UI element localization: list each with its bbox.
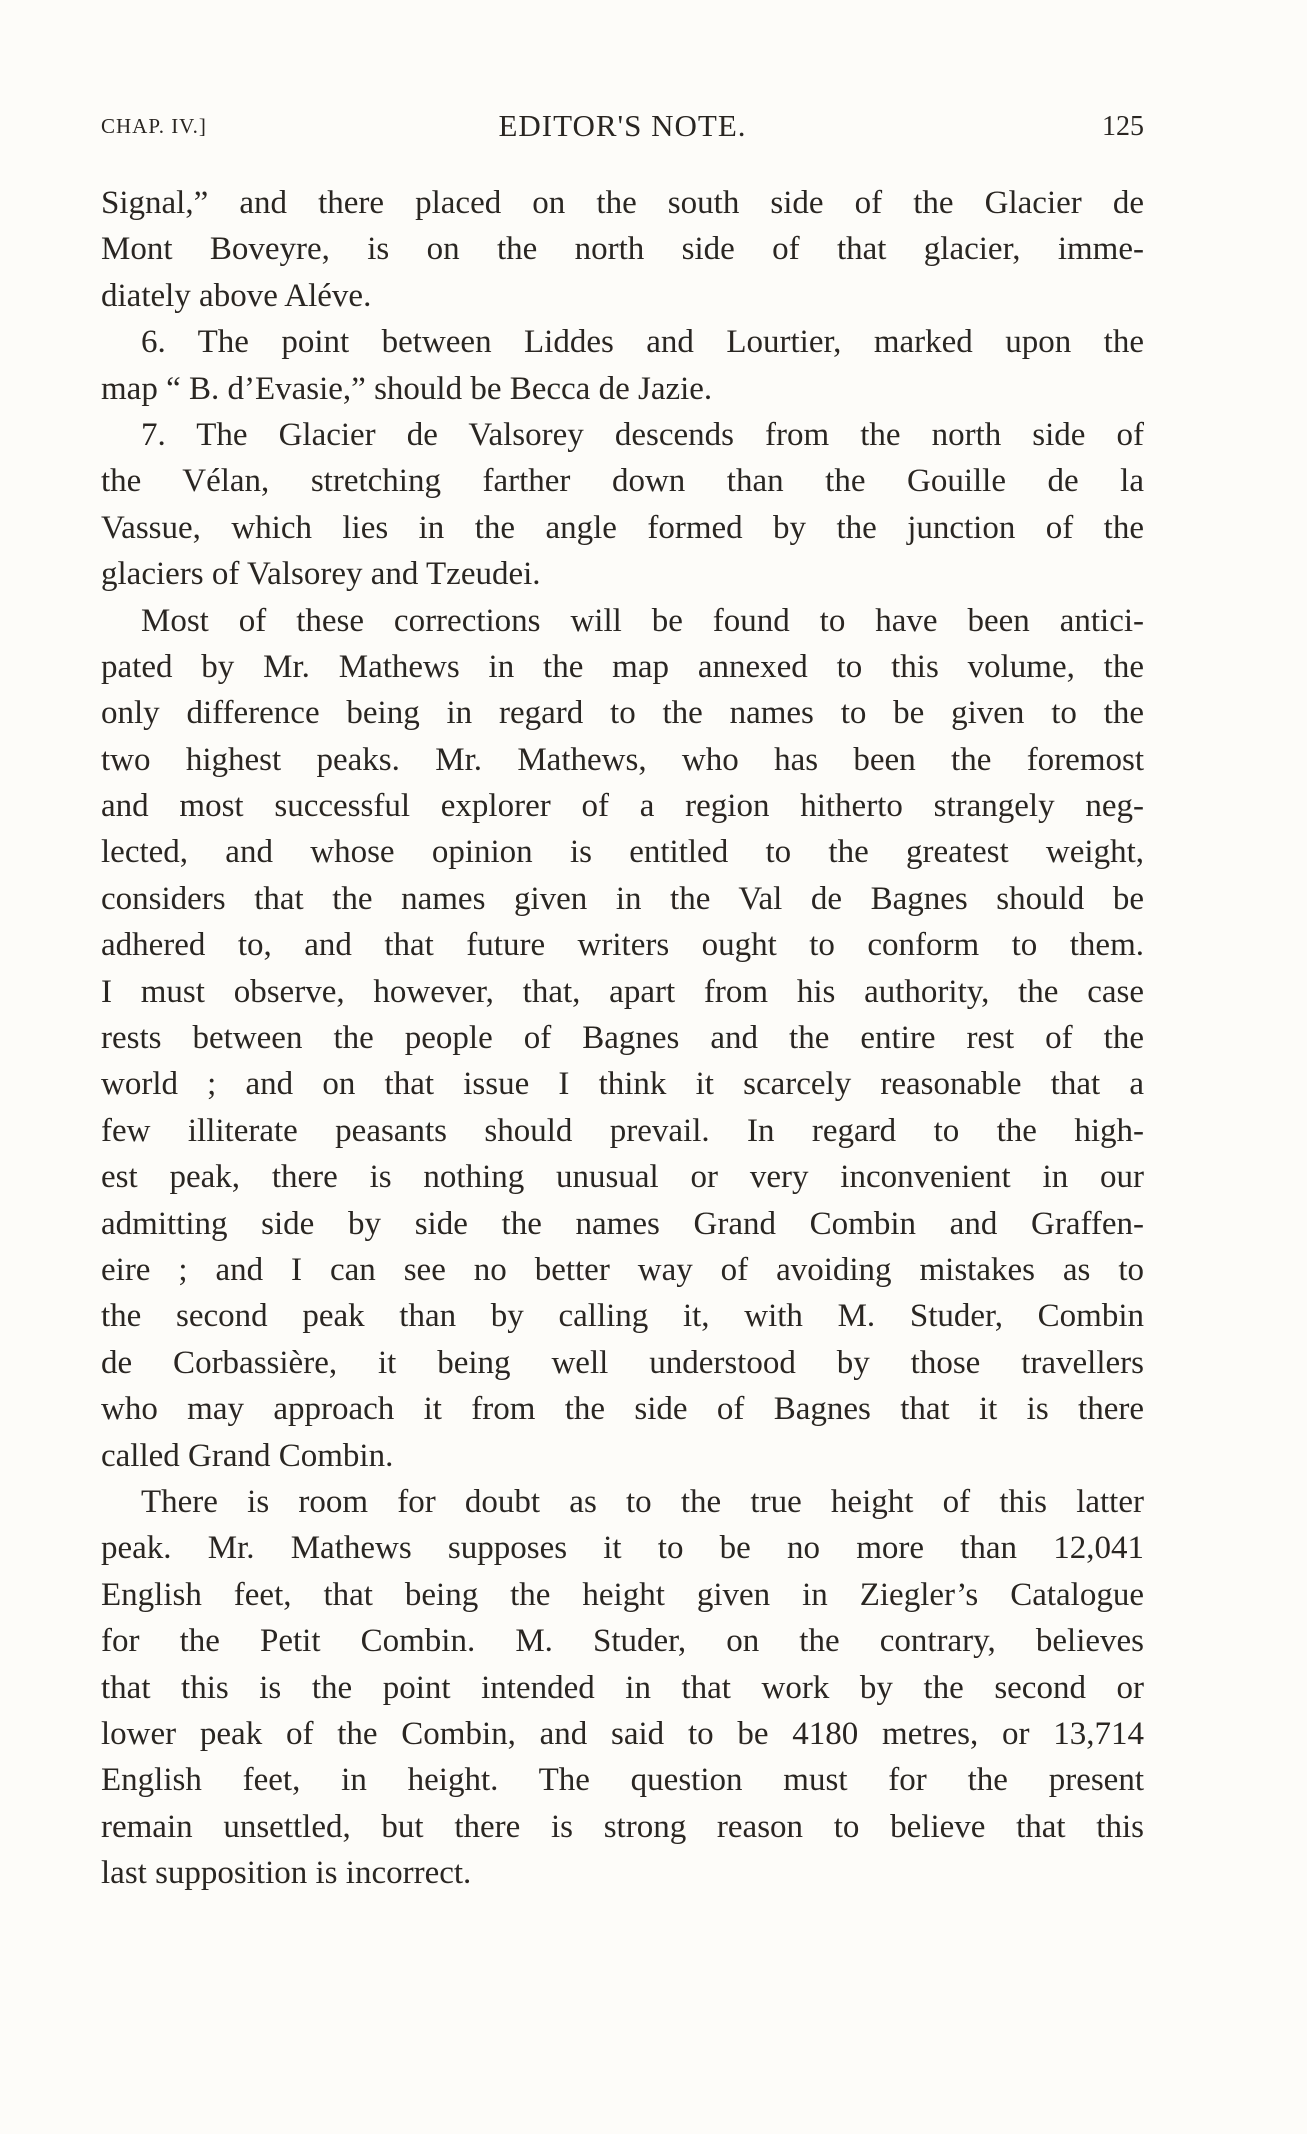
text-line: eire ; and I can see no better way of avoiding mistakes as to	[101, 1251, 1144, 1288]
text-line: admitting side by side the names Grand Combin and Graffen-	[101, 1205, 1144, 1242]
text-line: who may approach it from the side of Bagnes that it is there	[101, 1391, 1144, 1428]
text-line: lower peak of the Combin, and said to be 4180 metres, or 13,714	[101, 1715, 1144, 1752]
text-line: few illiterate peasants should prevail. In regard to the high-	[101, 1112, 1144, 1149]
text-line: called Grand Combin.	[101, 1437, 394, 1474]
text-line: for the Petit Combin. M. Studer, on the contrary, believes	[101, 1623, 1144, 1660]
text-line: There is room for doubt as to the true height of this latter	[141, 1483, 1144, 1520]
text-line: remain unsettled, but there is strong reason to believe that this	[101, 1808, 1144, 1845]
text-line: map “ B. d’Evasie,” should be Becca de Jazie.	[101, 370, 713, 407]
text-line: pated by Mr. Mathews in the map annexed to this volume, the	[101, 648, 1144, 685]
text-line: and most successful explorer of a region hitherto strangely neg-	[101, 788, 1144, 825]
text-line: 7. The Glacier de Valsorey descends from the north side of	[141, 416, 1144, 453]
text-line: English feet, in height. The question must for the present	[101, 1762, 1144, 1799]
text-line: considers that the names given in the Val de Bagnes should be	[101, 880, 1144, 917]
text-line: diately above Aléve.	[101, 277, 372, 314]
text-line: de Corbassière, it being well understood by those travellers	[101, 1344, 1144, 1381]
text-line: rests between the people of Bagnes and the entire rest of the	[101, 1020, 1144, 1057]
text-line: glaciers of Valsorey and Tzeudei.	[101, 556, 541, 593]
text-line: est peak, there is nothing unusual or very inconvenient in our	[101, 1159, 1144, 1196]
body-text	[101, 180, 1144, 1896]
text-line: the second peak than by calling it, with M. Studer, Combin	[101, 1298, 1144, 1335]
text-line: peak. Mr. Mathews supposes it to be no more than 12,041	[101, 1530, 1144, 1567]
text-line: Signal,” and there placed on the south side of the Glacier de	[101, 185, 1144, 221]
text-line: I must observe, however, that, apart from his authority, the case	[101, 973, 1144, 1010]
text-line: two highest peaks. Mr. Mathews, who has been the foremost	[101, 741, 1144, 778]
text-line: Most of these corrections will be found to have been antici-	[141, 602, 1144, 639]
text-line: lected, and whose opinion is entitled to the greatest weight,	[101, 834, 1144, 871]
text-line: the Vélan, stretching farther down than the Gouille de la	[101, 463, 1144, 500]
text-line: Mont Boveyre, is on the north side of that glacier, imme-	[101, 231, 1144, 268]
text-line: adhered to, and that future writers ought to conform to them.	[101, 927, 1144, 964]
chapter-label: CHAP. IV.]	[101, 114, 207, 138]
page-title: EDITOR'S NOTE.	[498, 108, 747, 143]
text-line: only difference being in regard to the names to be given to the	[101, 695, 1144, 732]
running-head	[101, 108, 1144, 148]
text-line: that this is the point intended in that work by the second or	[101, 1669, 1144, 1706]
text-line: Vassue, which lies in the angle formed by the junction of the	[101, 509, 1144, 546]
page-number: 125	[1102, 111, 1144, 142]
text-line: world ; and on that issue I think it scarcely reasonable that a	[101, 1066, 1144, 1103]
text-line: English feet, that being the height given in Ziegler’s Catalogue	[101, 1576, 1144, 1613]
text-line: last supposition is incorrect.	[101, 1855, 472, 1892]
text-line: 6. The point between Liddes and Lourtier, marked upon the	[141, 324, 1144, 361]
